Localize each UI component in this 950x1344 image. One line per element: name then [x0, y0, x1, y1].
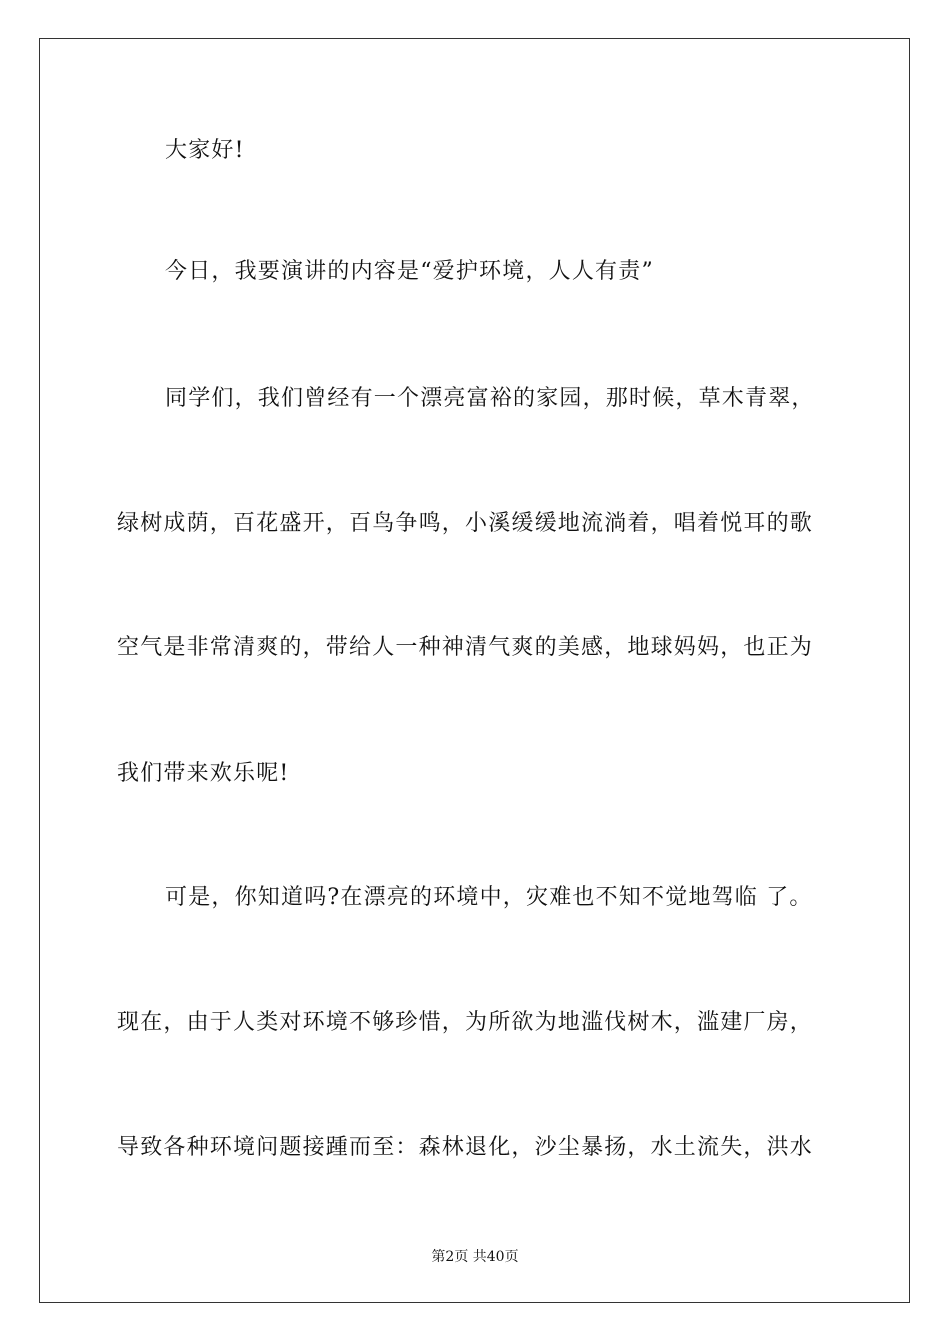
page-frame: [39, 38, 910, 1303]
text-line-2: 今日，我要演讲的内容是“爱护环境，人人有责”: [165, 259, 654, 284]
text-line-7: 可是，你知道吗?在漂亮的环境中，灾难也不知不觉地驾临 了。: [165, 885, 813, 910]
text-line-1: 大家好!: [165, 138, 245, 163]
page-footer: 第2页 共40页: [431, 1249, 519, 1265]
text-line-3: 同学们，我们曾经有一个漂亮富裕的家园，那时候，草木青翠，: [165, 386, 815, 411]
text-line-6: 我们带来欢乐呢!: [117, 761, 290, 786]
text-line-4: 绿树成荫，百花盛开，百鸟争鸣，小溪缓缓地流淌着，唱着悦耳的歌: [117, 511, 814, 536]
text-line-8: 现在，由于人类对环境不够珍惜，为所欲为地滥伐树木，滥建厂房，: [117, 1010, 814, 1035]
text-line-5: 空气是非常清爽的，带给人一种神清气爽的美感，地球妈妈，也正为: [117, 635, 814, 660]
text-line-9: 导致各种环境问题接踵而至：森林退化，沙尘暴扬，水土流失，洪水: [117, 1135, 814, 1160]
